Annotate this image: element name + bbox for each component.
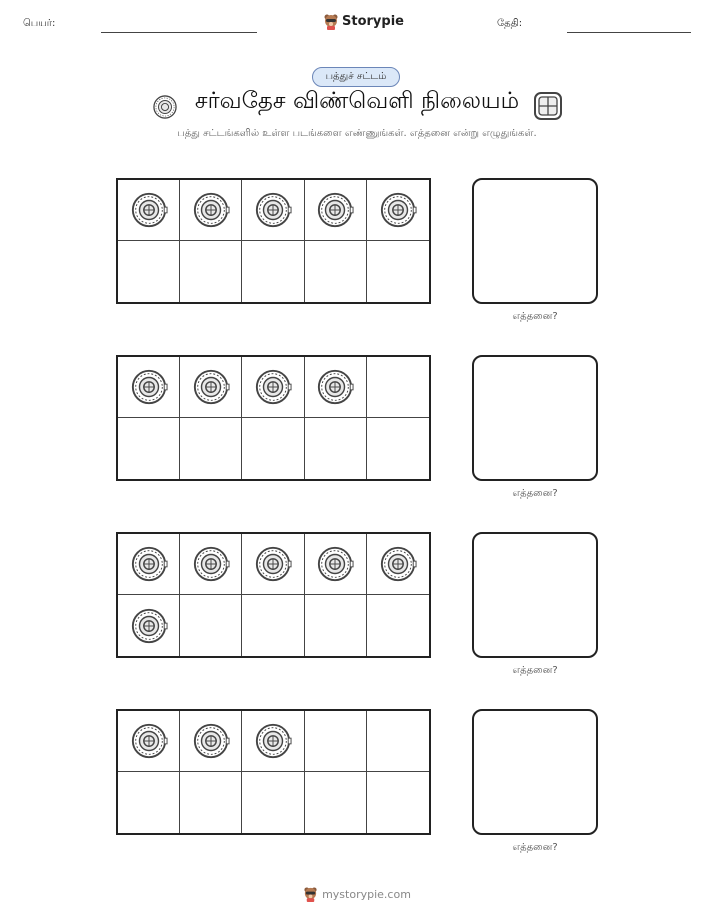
ten-frame-cell xyxy=(118,595,180,656)
ten-frame xyxy=(116,709,431,835)
ten-frame-cell xyxy=(118,241,180,302)
porthole-icon xyxy=(152,94,178,120)
porthole-icon xyxy=(130,191,168,229)
ten-frame-cell xyxy=(242,241,304,302)
porthole-icon xyxy=(316,191,354,229)
ten-frame-cell xyxy=(118,180,180,241)
worksheet-tag: பத்துச் சட்டம் xyxy=(312,67,400,87)
ten-frame-cell xyxy=(242,595,304,656)
footer xyxy=(0,886,714,902)
answer-box[interactable] xyxy=(472,709,598,835)
name-line[interactable] xyxy=(101,32,257,33)
ten-frame-cell xyxy=(180,180,242,241)
ten-frame-cell xyxy=(242,418,304,479)
ten-frame-cell xyxy=(180,534,242,595)
ten-frame-cell xyxy=(367,595,429,656)
ten-frame-cell xyxy=(367,357,429,418)
ten-frame-cell xyxy=(118,772,180,833)
ten-frame-cell xyxy=(305,772,367,833)
ten-frame-cell xyxy=(118,711,180,772)
ten-frame-cell xyxy=(180,711,242,772)
porthole-icon xyxy=(254,545,292,583)
porthole-icon xyxy=(316,368,354,406)
ten-frame-cell xyxy=(367,418,429,479)
name-label: பெயர்: xyxy=(23,18,56,29)
answer-box[interactable] xyxy=(472,532,598,658)
ten-frame-cell xyxy=(180,595,242,656)
ten-frame-cell xyxy=(180,357,242,418)
date-label: தேதி: xyxy=(497,18,523,29)
porthole-icon xyxy=(130,607,168,645)
porthole-icon xyxy=(192,722,230,760)
ten-frame-cell xyxy=(242,534,304,595)
ten-frame-cell xyxy=(367,241,429,302)
ten-frame-cell xyxy=(305,595,367,656)
ten-frame-cell xyxy=(305,357,367,418)
ten-frame-cell xyxy=(180,241,242,302)
ten-frame-cell xyxy=(305,418,367,479)
porthole-icon xyxy=(192,368,230,406)
ten-frame xyxy=(116,532,431,658)
mascot-icon xyxy=(303,886,318,902)
ten-frame-cell xyxy=(305,241,367,302)
ten-frame-cell xyxy=(242,772,304,833)
ten-frame-cell xyxy=(118,534,180,595)
porthole-icon xyxy=(379,191,417,229)
ten-frame-cell xyxy=(242,180,304,241)
answer-prompt: எத்தனை? xyxy=(512,311,558,322)
window-icon xyxy=(533,91,563,121)
porthole-icon xyxy=(316,545,354,583)
porthole-icon xyxy=(130,368,168,406)
ten-frame-cell xyxy=(367,534,429,595)
porthole-icon xyxy=(192,191,230,229)
porthole-icon xyxy=(192,545,230,583)
answer-prompt: எத்தனை? xyxy=(512,665,558,676)
porthole-icon xyxy=(130,545,168,583)
ten-frame-cell xyxy=(180,772,242,833)
mascot-icon xyxy=(323,13,339,30)
ten-frame-cell xyxy=(367,711,429,772)
ten-frame-cell xyxy=(367,772,429,833)
answer-prompt: எத்தனை? xyxy=(512,842,558,853)
instructions: பத்து சட்டங்களில் உள்ள படங்களை எண்ணுங்கள். எத்தனை என்று எழுதுங்கள். xyxy=(177,128,537,139)
porthole-icon xyxy=(254,191,292,229)
ten-frame-cell xyxy=(305,711,367,772)
ten-frame-cell xyxy=(242,357,304,418)
ten-frame-cell xyxy=(305,534,367,595)
page-title: சர்வதேச விண்வெளி நிலையம் xyxy=(194,88,520,114)
porthole-icon xyxy=(254,368,292,406)
ten-frame-cell xyxy=(305,180,367,241)
answer-box[interactable] xyxy=(472,178,598,304)
brand-name: Storypie xyxy=(342,14,404,29)
ten-frame-cell xyxy=(118,418,180,479)
porthole-icon xyxy=(130,722,168,760)
answer-prompt: எத்தனை? xyxy=(512,488,558,499)
ten-frame xyxy=(116,355,431,481)
ten-frame-cell xyxy=(242,711,304,772)
ten-frame-cell xyxy=(180,418,242,479)
porthole-icon xyxy=(254,722,292,760)
date-line[interactable] xyxy=(567,32,691,33)
footer-link[interactable]: mystorypie.com xyxy=(322,887,411,901)
ten-frame-cell xyxy=(118,357,180,418)
ten-frame-cell xyxy=(367,180,429,241)
ten-frame xyxy=(116,178,431,304)
answer-box[interactable] xyxy=(472,355,598,481)
brand-logo xyxy=(323,13,404,30)
porthole-icon xyxy=(379,545,417,583)
